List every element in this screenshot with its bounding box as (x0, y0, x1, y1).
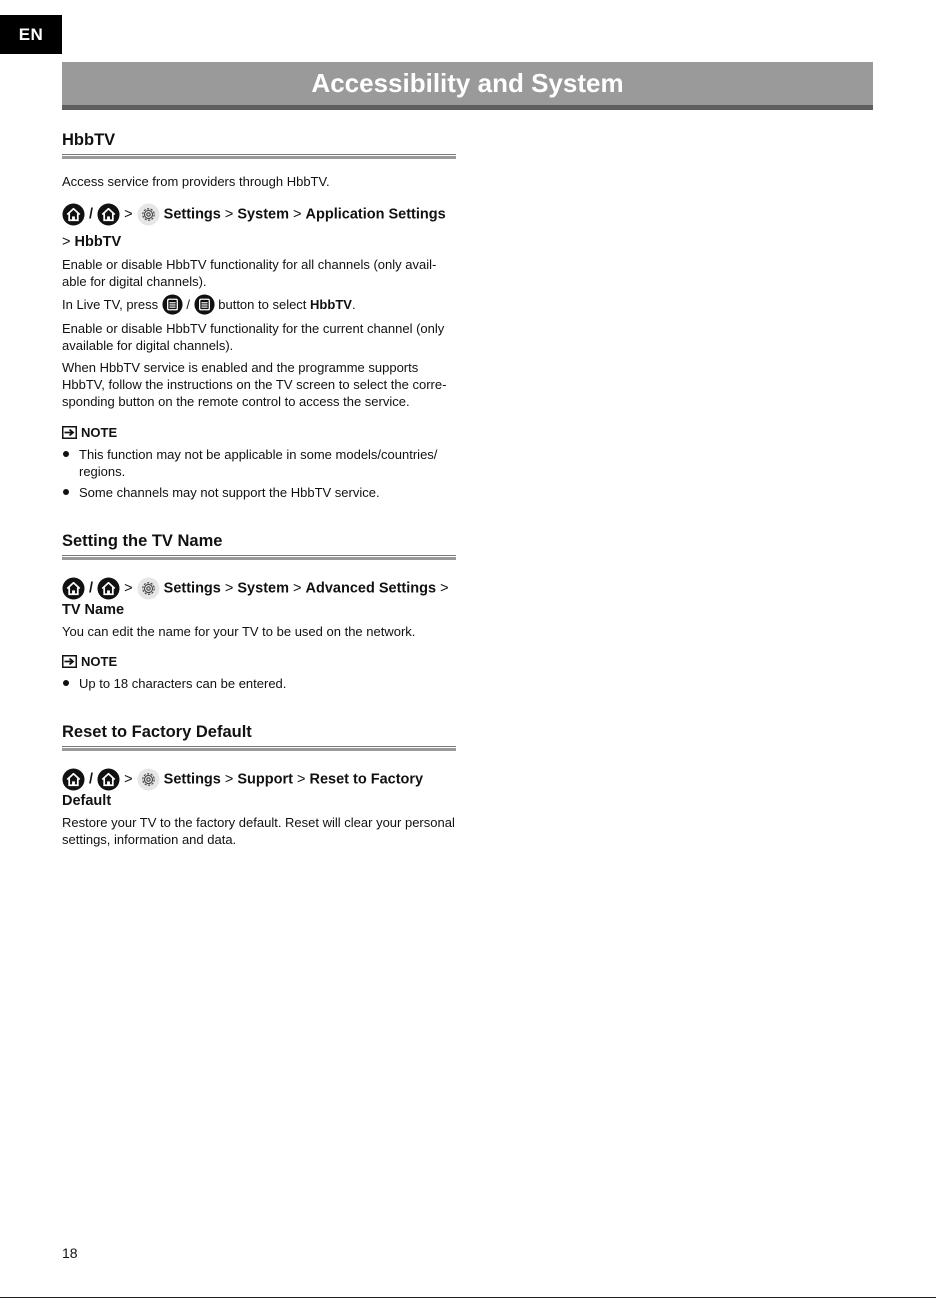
home-icon (97, 577, 120, 600)
hbbtv-desc-service: When HbbTV service is enabled and the programme supports HbbTV, follow the instructions on the TV screen to select the corre-sponding button on the remote control to access the service. (62, 360, 447, 409)
section-title-reset: Reset to Factory Default (62, 723, 252, 741)
list-item: This function may not be applicable in some models/countries/ regions. (62, 446, 456, 480)
home-icon (97, 768, 120, 791)
page-number: 18 (62, 1245, 78, 1261)
tv-name-section (62, 531, 456, 696)
settings-gear-icon (137, 203, 160, 226)
tv-name-desc: You can edit the name for your TV to be used on the network. (62, 624, 416, 639)
hbbtv-menu-path: / > Settings > System > Application Settings > HbbTV (62, 203, 456, 252)
path-tv-name: TV Name (62, 602, 125, 618)
path-settings: Settings (163, 580, 221, 597)
hbbtv-desc-all-channels: Enable or disable HbbTV functionality for all channels (only avail-able for digital channels). (62, 257, 437, 289)
tv-name-menu-path: / > Settings > System > Advanced Settings > TV Name (62, 577, 456, 620)
language-tab: EN (0, 15, 62, 54)
note-heading: NOTE (62, 654, 456, 669)
note-arrow-icon (62, 426, 77, 439)
note-list (62, 446, 456, 501)
path-application-settings: Application Settings (305, 206, 446, 223)
path-support: Support (237, 771, 293, 788)
reset-menu-path: / > Settings > Support > Reset to Factory Default (62, 768, 456, 811)
menu-button-icon (194, 294, 215, 315)
hbbtv-section (62, 130, 456, 505)
path-settings: Settings (163, 206, 221, 223)
path-system: System (237, 206, 289, 223)
reset-section (62, 722, 456, 848)
footer-divider (0, 1297, 936, 1298)
hbbtv-live-tv-instruction: In Live TV, press / button to select HbbTV. (62, 294, 456, 315)
chapter-banner: Accessibility and System (62, 62, 873, 105)
path-reset-to-factory-default: Reset to Factory Default (62, 771, 424, 809)
path-settings: Settings (163, 771, 221, 788)
path-system: System (237, 580, 289, 597)
list-item: Some channels may not support the HbbTV service. (62, 484, 456, 501)
banner-divider (62, 105, 873, 110)
home-icon (62, 768, 85, 791)
note-arrow-icon (62, 655, 77, 668)
hbbtv-desc-current-channel: Enable or disable HbbTV functionality for the current channel (only available for digital channels). (62, 321, 445, 353)
path-hbbtv: HbbTV (74, 234, 122, 250)
settings-gear-icon (137, 768, 160, 791)
note-list (62, 675, 456, 692)
reset-desc: Restore your TV to the factory default. Reset will clear your personal settings, information and data. (62, 815, 455, 847)
list-item: Up to 18 characters can be entered. (62, 675, 456, 692)
home-icon (97, 203, 120, 226)
section-title-tv-name: Setting the TV Name (62, 532, 223, 550)
hbbtv-intro: Access service from providers through HbbTV. (62, 174, 330, 189)
home-icon (62, 577, 85, 600)
settings-gear-icon (137, 577, 160, 600)
path-advanced-settings: Advanced Settings (305, 580, 437, 597)
section-title-hbbtv: HbbTV (62, 131, 116, 149)
menu-button-icon (162, 294, 183, 315)
note-heading: NOTE (62, 425, 456, 440)
home-icon (62, 203, 85, 226)
